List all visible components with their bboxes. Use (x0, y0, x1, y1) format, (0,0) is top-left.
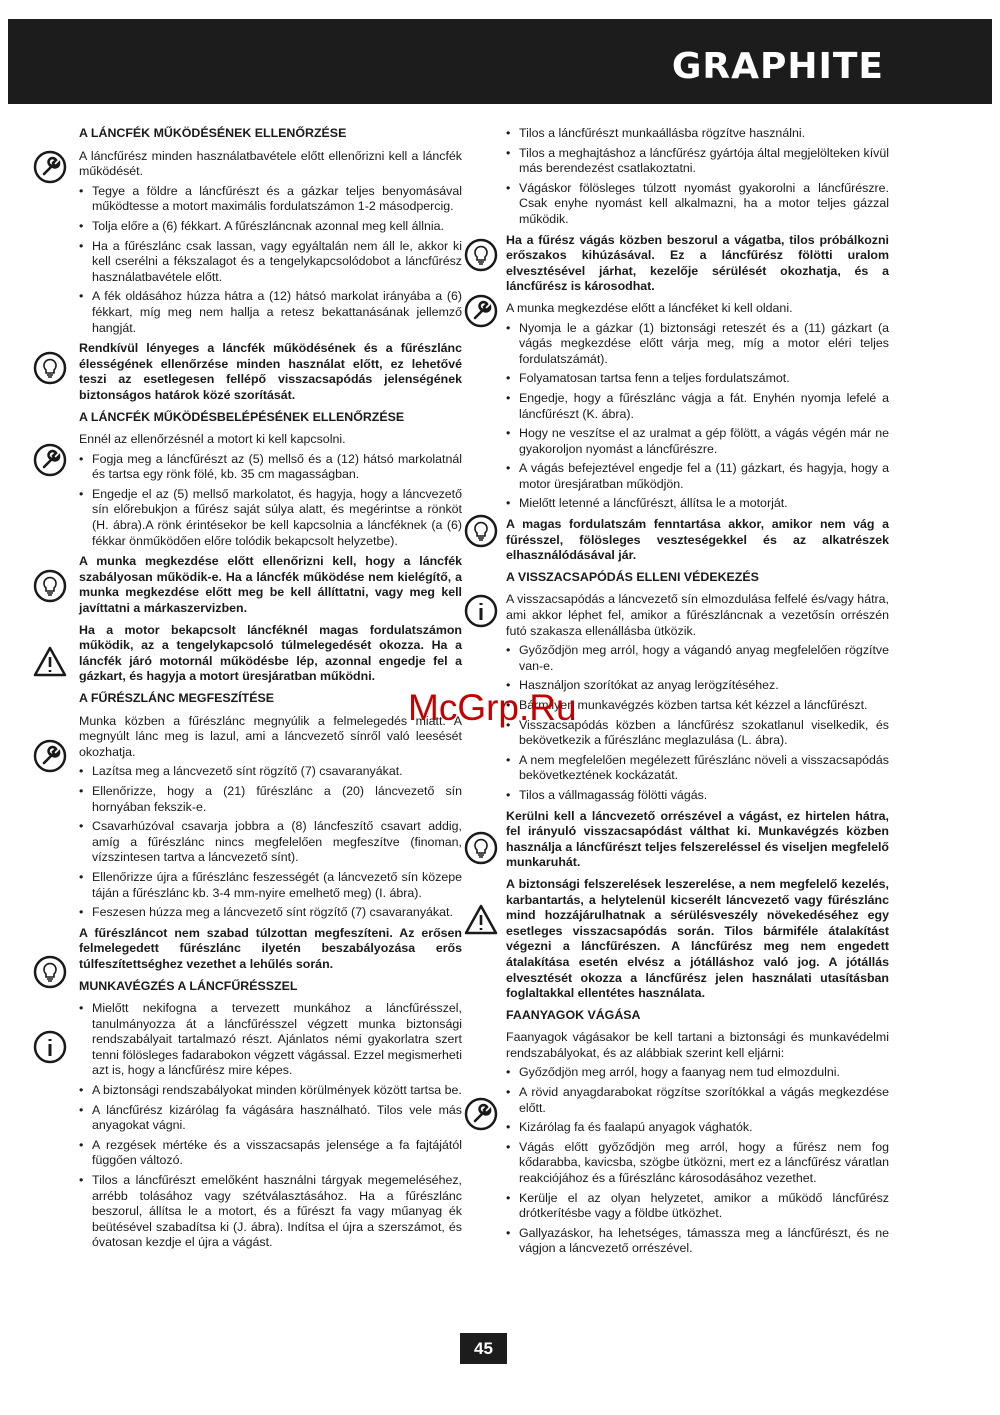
section-heading: A FŰRÉSZLÁNC MEGFESZÍTÉSE (79, 691, 275, 705)
list-item: • Vágás előtt győződjön meg arról, hogy a fűrész nem fog kődarabba, kavicsba, szögbe ütközni, mert ez a láncfűrész váratlan reakciójához és a fűrészlánc károsodásához vezethet. (506, 1140, 889, 1187)
bullet-list (79, 764, 462, 920)
warning-icon (33, 645, 67, 679)
warning-icon (464, 903, 498, 937)
list-item: • A biztonsági rendszabályokat minden körülmények között tartsa be. (79, 1083, 462, 1099)
list-item: • A nem megfelelően megélezett fűrészlánc növeli a visszacsapódás bekövetkeztének kockázatát. (506, 753, 889, 784)
section-heading: FAANYAGOK VÁGÁSA (506, 1007, 641, 1022)
list-item: • Kerülje el az olyan helyzetet, amikor a működő láncfűrész drótkerítésbe vagy a földbe ütközhet. (506, 1191, 889, 1222)
list-item: • Győződjön meg arról, hogy a vágandó anyag megfelelően rögzítve van-e. (506, 643, 889, 674)
left-column (79, 126, 462, 1256)
section-heading: A LÁNCFÉK MŰKÖDÉSÉNEK ELLENŐRZÉSE (79, 126, 347, 140)
list-item: • Folyamatosan tartsa fenn a teljes fordulatszámot. (506, 371, 889, 387)
paragraph: Faanyagok vágásakor be kell tartani a biztonsági és munkavédelmi rendszabályokat, és az alábbiak szerint kell eljárni: (506, 1030, 889, 1060)
list-item: • Bármilyen munkavégzés közben tartsa két kézzel a láncfűrészt. (506, 698, 889, 714)
list-item: • A rövid anyagdarabokat rögzítse szorítókkal a vágás megkezdése előtt. (506, 1085, 889, 1116)
note-text: A fűrészláncot nem szabad túlzottan megfeszíteni. Az erősen felmelegedett fűrészlánc ilyetén beszabályozása erős túlfeszítettséghez vezethet a lehűlés során. (79, 925, 462, 971)
list-item: • Fogja meg a láncfűrészt az (5) mellső és a (12) hátsó markolatnál és tartsa egy rönk fölé, kb. 35 cm magasságban. (79, 452, 462, 483)
list-item: • Gallyazáskor, ha lehetséges, támassza meg a láncfűrészt, és ne vágjon a láncvezető orrészével. (506, 1226, 889, 1257)
paragraph: A láncfűrész minden használatbavétele előtt ellenőrizni kell a láncfék működését. (79, 148, 462, 179)
list-item: • Ellenőrizze újra a fűrészlánc feszességét (a láncvezető sín közepe táján a fűrészlánc kb. 3-4 mm-nyire emelhető meg) (I. ábra). (79, 870, 462, 901)
warning-text: Ha a motor bekapcsolt láncféknél magas fordulatszámon működik, az a tengelykapcsoló túlmelegedését okozza. Ha a láncfék járó motornál működésbe lép, azonnal engedje fel a gázkart, és hagyja a motort üresjáratban működni. (79, 622, 462, 684)
list-item: • Visszacsapódás közben a láncfűrész szokatlanul viselkedik, és bekövetkezik a fűrészlánc meglazulása (L. ábra). (506, 718, 889, 749)
lightbulb-icon (33, 351, 67, 385)
list-item: • Használjon szorítókat az anyag lerögzítéséhez. (506, 678, 889, 694)
lightbulb-icon (33, 569, 67, 603)
list-item: • Ha a fűrészlánc csak lassan, vagy egyáltalán nem áll le, akkor ki kell cserélni a fékszalagot és a tengelykapcsolódobot a láncfűrész használatbavétele előtt. (79, 239, 462, 286)
list-item: • Nyomja le a gázkar (1) biztonsági reteszét és a (11) gázkart (a vágás megkezdése előtt várja meg, míg a motor eléri teljes fordulatszámát). (506, 321, 889, 368)
list-item: • Tilos a láncfűrészt emelőként használni tárgyak megemeléséhez, arrébb tolásához vagy szétválasztásához. Ha a fűrészlánc beszorul, állítsa le a motort, és a fűrészt fa vagy műanyag ék beütésével szabadítsa ki (J. ábra). Indítsa el újra a szerszámot, és óvatosan kezdje el újra a vágást. (79, 1173, 462, 1251)
list-item: • Csavarhúzóval csavarja jobbra a (8) láncfeszítő csavart addig, amíg a fűrészlánc nincs megfelelően megfeszítve (finoman, vízszintesen tartva a láncvezető sínt). (79, 819, 462, 866)
list-item: • A rezgések mértéke és a visszacsapás jelensége a fa fajtájától függően változó. (79, 1138, 462, 1169)
list-item: • Tegye a földre a láncfűrészt és a gázkar teljes benyomásával működtesse a motort maximális fordulatszámon 1-2 másodpercig. (79, 184, 462, 215)
wrench-icon (33, 443, 67, 477)
wrench-icon (464, 294, 498, 328)
note-text: A magas fordulatszám fenntartása akkor, amikor nem vág a fűrésszel, fölösleges veszteségekkel és az alkatrészek elhasználódásával jár. (506, 517, 889, 563)
lightbulb-icon (464, 514, 498, 548)
list-item: • Lazítsa meg a láncvezető sínt rögzítő (7) csavaranyákat. (79, 764, 462, 780)
section-heading: MUNKAVÉGZÉS A LÁNCFŰRÉSSZEL (79, 978, 298, 993)
lightbulb-icon (464, 238, 498, 272)
list-item: • Győződjön meg arról, hogy a faanyag nem tud elmozdulni. (506, 1065, 889, 1081)
list-item: • Engedje, hogy a fűrészlánc vágja a fát. Enyhén nyomja lefelé a láncfűrészt (K. ábra). (506, 391, 889, 422)
list-item: • Mielőtt nekifogna a tervezett munkához a láncfűrésszel, tanulmányozza át a láncfűrésszel végzett munka biztonsági rendszabályait tartalmazó részt. Ajánlatos némi gyakorlatra szert tenni fölösleges fadarabokon végzett vágással. Ezzel megismerheti azt is, hogy a láncfűrész mire képes. (79, 1001, 462, 1079)
list-item: • Feszesen húzza meg a láncvezető sínt rögzítő (7) csavaranyákat. (79, 905, 462, 921)
note-text: Rendkívül lényeges a láncfék működésének és a fűrészlánc élességének ellenőrzése minden használat előtt, ez lehetővé teszi az esetlegesen fellépő visszacsapódás jelenségének biztonságos határok közé szorítását. (79, 341, 462, 402)
note-text: Ha a fűrész vágás közben beszorul a vágatba, tilos próbálkozni erőszakos kihúzásával. Ez a láncfűrész fölötti uralom elvesztésével járhat, kezelője sérülését okozhatja, és a láncfűrész is károsodhat. (506, 232, 889, 294)
header-bar (8, 19, 992, 104)
list-item: • Engedje el az (5) mellső markolatot, és hagyja, hogy a láncvezető sín előrebukjon a fűrész saját súlya alatt, és megérintse a rönköt (H. ábra).A rönk érintésekor be kell kapcsolnia a láncféknek (a (6) fékkar önműködően előre tolódik bekapcsolt helyzetbe). (79, 487, 462, 549)
note-text: Kerülni kell a láncvezető orrészével a vágást, ez hirtelen hátra, fel irányuló visszacsapódást válthat ki. Munkavégzés közben használja a láncfűrészt teljes felszereléssel és viseljen megfelelő munkaruhát. (506, 808, 889, 870)
bullet-list (79, 452, 462, 550)
info-icon (33, 1030, 67, 1064)
list-item: • Vágáskor fölösleges túlzott nyomást gyakorolni a láncfűrészre. Csak enyhe nyomást kell alkalmazni, ha a motor teljes gázzal működik. (506, 181, 889, 228)
watermark: McGrp.Ru (408, 687, 577, 728)
list-item: • Ellenőrizze, hogy a (21) fűrészlánc a (20) láncvezető sín hornyában fekszik-e. (79, 784, 462, 815)
list-item: • Tilos a vállmagasság fölötti vágás. (506, 788, 889, 804)
section-heading: A VISSZACSAPÓDÁS ELLENI VÉDEKEZÉS (506, 569, 759, 584)
list-item: • Tilos a láncfűrészt munkaállásba rögzítve használni. (506, 126, 889, 142)
paragraph: Munka közben a fűrészlánc megnyúlik a felmelegedés miatt. A megnyúlt lánc meg is lazul, ami a láncvezető sínről való leesését okozhatja. (79, 713, 462, 759)
bullet-list (79, 184, 462, 336)
list-item: • Kizárólag fa és faalapú anyagok vághatók. (506, 1120, 889, 1136)
warning-text: A biztonsági felszerelések leszerelése, a nem megfelelő kezelés, karbantartás, a helytelenül kicserélt láncvezető vagy fűrészlánc mind hozzájárulhatnak a sérülésveszély növekedéséhez egy esetleges visszacsapódás során. Tilos bármiféle átalakítást végezni a láncfűrészen. A láncfűrész meg nem engedett átalakítása esetén elvész a jótálláshoz való jog. A jótállás elvesztését okozza a láncfűrész jelen használati utasításban foglaltakkal ellentétes használata. (506, 876, 889, 1001)
bullet-list (506, 1065, 889, 1257)
info-icon (464, 594, 498, 628)
bullet-list (79, 1001, 462, 1251)
list-item: • A láncfűrész kizárólag fa vágására használható. Tilos vele más anyagokat vágni. (79, 1103, 462, 1134)
list-item: • A fék oldásához húzza hátra a (12) hátsó markolat irányába a (6) fékkart, míg meg nem hallja a retesz bekattanásának jellemző hangját. (79, 289, 462, 336)
list-item: • A vágás befejeztével engedje fel a (11) gázkart, és hagyja, hogy a motor üresjáratban működjön. (506, 461, 889, 492)
section-heading: A LÁNCFÉK MŰKÖDÉSBELÉPÉSÉNEK ELLENŐRZÉSE (79, 409, 405, 424)
list-item: • Tilos a meghajtáshoz a láncfűrész gyártója által megjelölteken kívül más berendezést csatlakoztatni. (506, 146, 889, 177)
lightbulb-icon (33, 955, 67, 989)
list-item: • Mielőtt letenné a láncfűrészt, állítsa le a motorját. (506, 496, 889, 512)
paragraph: A visszacsapódás a láncvezető sín elmozdulása felfelé és/vagy hátra, ami akkor léphet fel, amikor a fűrészláncnak a vezetősín orrészén futó szakasza ellenállásba ütközik. (506, 592, 889, 638)
page-number: 45 (460, 1333, 507, 1364)
lightbulb-icon (464, 831, 498, 865)
bullet-list (506, 321, 889, 513)
list-item: • Hogy ne veszítse el az uralmat a gép fölött, a vágás végén már ne gyakoroljon nyomást a láncfűrészre. (506, 426, 889, 457)
paragraph: A munka megkezdése előtt a láncféket ki kell oldani. (506, 300, 793, 315)
bullet-list (506, 126, 889, 228)
wrench-icon (33, 739, 67, 773)
wrench-icon (33, 150, 67, 184)
paragraph: Ennél az ellenőrzésnél a motort ki kell kapcsolni. (79, 432, 346, 447)
note-text: A munka megkezdése előtt ellenőrizni kell, hogy a láncfék szabályosan működik-e. Ha a láncfék működése nem kielégítő, a munka megkezdése előtt meg be kell állíttatni, vagy meg kell javíttatni a márkaszervizben. (79, 554, 462, 616)
graphite-logo: GRAPHITE (671, 46, 884, 87)
list-item: • Tolja előre a (6) fékkart. A fűrészláncnak azonnal meg kell állnia. (79, 219, 462, 235)
wrench-icon (464, 1097, 498, 1131)
